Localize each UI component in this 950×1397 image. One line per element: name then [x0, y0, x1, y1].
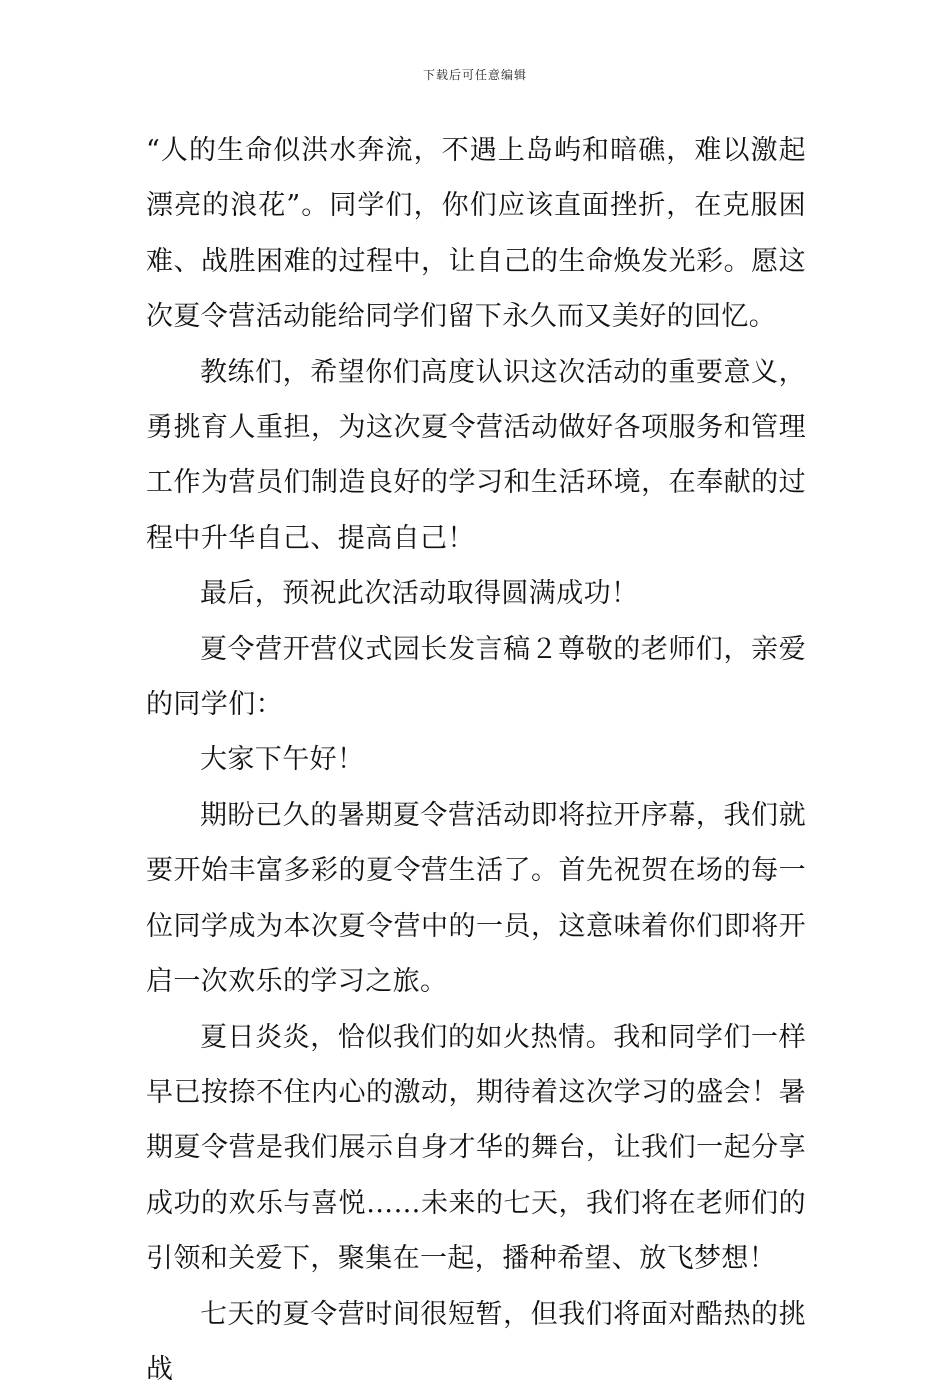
paragraph: 夏令营开营仪式园长发言稿２尊敬的老师们，亲爱的同学们：: [146, 633, 806, 721]
header-note: 下载后可任意编辑: [422, 68, 527, 82]
paragraph: 夏日炎炎，恰似我们的如火热情。我和同学们一样早已按捺不住内心的激动，期待着这次学习的盛会！暑期夏令营是我们展示自身才华的舞台，让我们一起分享成功的欢乐与喜悦……未来的七天，我们将在老师们的引领和关爱下，聚集在一起，播种希望、放飞梦想！: [146, 1021, 806, 1275]
document-body: [146, 123, 806, 1397]
paragraph: “人的生命似洪水奔流，不遇上岛屿和暗礁，难以激起漂亮的浪花”。同学们，你们应该直面挫折，在克服困难、战胜困难的过程中，让自己的生命焕发光彩。愿这次夏令营活动能给同学们留下永久而又美好的回忆。: [146, 135, 806, 333]
paragraph: 教练们，希望你们高度认识这次活动的重要意义，勇挑育人重担，为这次夏令营活动做好各项服务和管理工作为营员们制造良好的学习和生活环境，在奉献的过程中升华自己、提高自己！: [146, 356, 806, 554]
paragraph: 最后，预祝此次活动取得圆满成功！: [200, 578, 639, 610]
paragraph: 七天的夏令营时间很短暂，但我们将面对酷热的挑战: [146, 1298, 806, 1385]
paragraph: 期盼已久的暑期夏令营活动即将拉开序幕，我们就要开始丰富多彩的夏令营生活了。首先祝贺在场的每一位同学成为本次夏令营中的一员，这意味着你们即将开启一次欢乐的学习之旅。: [146, 799, 806, 998]
paragraph: 大家下午好！: [200, 744, 365, 776]
